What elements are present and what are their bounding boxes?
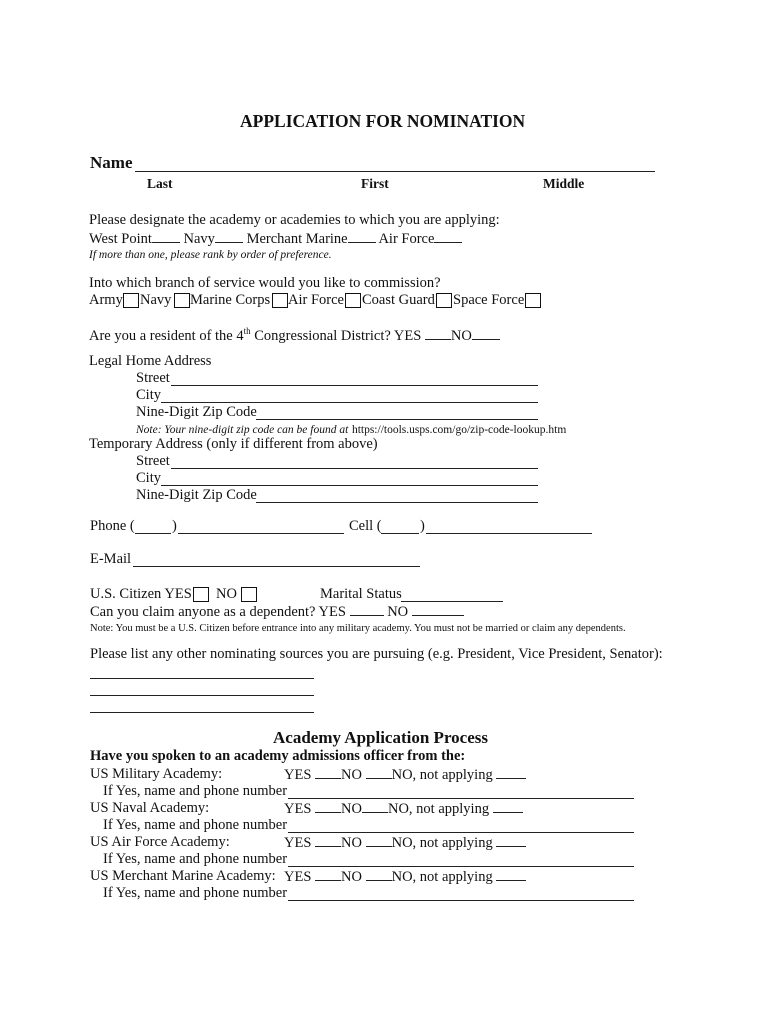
legal-zip-label: Nine-Digit Zip Code — [136, 404, 257, 420]
phone-label: Phone ( — [90, 518, 135, 534]
resident-yes-field[interactable] — [425, 327, 451, 340]
legal-zip-field[interactable] — [256, 419, 538, 420]
zip-note-text: Note: Your nine-digit zip code can be found at — [136, 424, 349, 436]
dependent-no-label: NO — [387, 604, 409, 620]
name-field[interactable] — [135, 171, 655, 172]
resident-question-text-rest: Congressional District? YES — [250, 327, 422, 344]
branch-navy-label: Navy — [140, 292, 172, 308]
temp-street-field[interactable] — [171, 468, 538, 469]
email-label: E-Mail — [90, 551, 132, 567]
academy-row-naval: US Naval Academy: — [90, 800, 210, 816]
temp-zip-field[interactable] — [256, 502, 538, 503]
branch-army-label: Army — [89, 292, 123, 308]
military-yes-field[interactable] — [315, 766, 341, 779]
military-not-applying-label: NO, not applying — [391, 767, 493, 783]
naval-not-applying-label: NO, not applying — [387, 801, 490, 817]
academy-options-row — [89, 230, 462, 248]
naval-contact-field[interactable] — [288, 832, 634, 833]
resident-question — [89, 323, 500, 345]
military-not-applying-field[interactable] — [496, 766, 526, 779]
branch-coast-guard-label: Coast Guard — [362, 292, 435, 308]
rank-navy-field[interactable] — [215, 230, 243, 243]
branch-air-force-checkbox[interactable] — [345, 293, 361, 308]
air-force-no-field[interactable] — [366, 834, 392, 847]
temp-city-label: City — [136, 470, 161, 486]
dependent-question-text: Can you claim anyone as a dependent? YES — [90, 604, 346, 620]
military-yes-label: YES — [284, 767, 312, 783]
temp-street-label: Street — [136, 453, 170, 469]
legal-city-field[interactable] — [161, 402, 538, 403]
branch-air-force-label: Air Force — [288, 292, 344, 308]
naval-not-applying-field[interactable] — [493, 800, 523, 813]
resident-ordinal-suffix: th — [243, 326, 251, 336]
resident-no-field[interactable] — [472, 327, 500, 340]
rank-west-point-field[interactable] — [152, 230, 180, 243]
academy-option-merchant-marine: Merchant Marine — [246, 231, 348, 247]
branch-prompt: Into which branch of service would you like to commission? — [89, 275, 441, 291]
marital-status-field[interactable] — [401, 601, 503, 602]
legal-street-label: Street — [136, 370, 170, 386]
process-question: Have you spoken to an academy admissions officer from the: — [90, 748, 466, 764]
cell-label: Cell ( — [349, 518, 382, 534]
citizen-note: Note: You must be a U.S. Citizen before entrance into any military academy. You must not be married or claim any dependents. — [90, 623, 626, 634]
rank-merchant-marine-field[interactable] — [348, 230, 376, 243]
naval-no-field[interactable] — [362, 800, 388, 813]
citizen-no-label: NO — [216, 586, 237, 602]
name-first-label: First — [361, 176, 389, 191]
military-followup-label: If Yes, name and phone number — [103, 783, 288, 799]
rank-air-force-field[interactable] — [434, 230, 462, 243]
cell-number-field[interactable] — [426, 533, 592, 534]
academy-prompt: Please designate the academy or academies to which you are applying: — [89, 212, 500, 228]
name-label: Name — [90, 153, 133, 172]
merchant-marine-not-applying-field[interactable] — [496, 868, 526, 881]
resident-question-text: Are you a resident of the 4 — [89, 327, 244, 344]
citizen-yes-checkbox[interactable] — [193, 587, 209, 602]
naval-yes-field[interactable] — [315, 800, 341, 813]
merchant-marine-yes-field[interactable] — [315, 868, 341, 881]
cell-paren-close: ) — [420, 518, 425, 534]
legal-city-label: City — [136, 387, 161, 403]
military-response-row — [284, 766, 526, 784]
merchant-marine-no-label: NO — [341, 869, 362, 885]
temp-address-heading: Temporary Address (only if different from above) — [89, 436, 378, 452]
merchant-marine-response-row — [284, 868, 526, 886]
merchant-marine-followup-label: If Yes, name and phone number — [103, 885, 288, 901]
legal-street-field[interactable] — [171, 385, 538, 386]
air-force-yes-field[interactable] — [315, 834, 341, 847]
page-title: APPLICATION FOR NOMINATION — [240, 111, 526, 131]
phone-number-field[interactable] — [178, 533, 344, 534]
temp-zip-label: Nine-Digit Zip Code — [136, 487, 257, 503]
military-no-label: NO — [341, 767, 362, 783]
other-source-line-2[interactable] — [90, 695, 314, 696]
air-force-not-applying-field[interactable] — [496, 834, 526, 847]
academy-option-west-point: West Point — [89, 231, 152, 247]
dependent-yes-field[interactable] — [350, 603, 384, 616]
branch-marine-corps-checkbox[interactable] — [272, 293, 288, 308]
naval-response-row — [284, 800, 523, 818]
naval-no-label: NO — [341, 801, 362, 817]
air-force-no-label: NO — [341, 835, 362, 851]
naval-yes-label: YES — [284, 801, 312, 817]
academy-row-air-force: US Air Force Academy: — [90, 834, 230, 850]
marital-status-label: Marital Status — [320, 586, 402, 602]
air-force-followup-label: If Yes, name and phone number — [103, 851, 288, 867]
branch-space-force-label: Space Force — [453, 292, 525, 308]
dependent-no-field[interactable] — [412, 603, 464, 616]
resident-no-label: NO — [450, 327, 472, 344]
branch-navy-checkbox[interactable] — [174, 293, 190, 308]
other-source-line-1[interactable] — [90, 678, 314, 679]
name-last-label: Last — [147, 176, 173, 191]
zip-lookup-link[interactable]: https://tools.usps.com/go/zip-code-lookup.htm — [351, 424, 567, 436]
academy-option-navy: Navy — [183, 231, 215, 247]
air-force-not-applying-label: NO, not applying — [391, 835, 493, 851]
temp-city-field[interactable] — [161, 485, 538, 486]
other-source-line-3[interactable] — [90, 712, 314, 713]
academy-option-air-force: Air Force — [378, 231, 435, 247]
academy-row-military: US Military Academy: — [90, 766, 223, 782]
phone-area-code-field[interactable] — [135, 533, 171, 534]
cell-area-code-field[interactable] — [381, 533, 419, 534]
military-contact-field[interactable] — [288, 798, 634, 799]
email-field[interactable] — [133, 566, 420, 567]
air-force-yes-label: YES — [284, 835, 312, 851]
military-no-field[interactable] — [366, 766, 392, 779]
air-force-contact-field[interactable] — [288, 866, 634, 867]
branch-space-force-checkbox[interactable] — [525, 293, 541, 308]
merchant-marine-yes-label: YES — [284, 869, 312, 885]
phone-paren-close: ) — [172, 518, 177, 534]
air-force-response-row — [284, 834, 526, 852]
naval-followup-label: If Yes, name and phone number — [103, 817, 288, 833]
legal-address-heading: Legal Home Address — [89, 353, 212, 369]
citizen-yes-label: U.S. Citizen YES — [90, 586, 192, 602]
citizen-no-checkbox[interactable] — [241, 587, 257, 602]
merchant-marine-contact-field[interactable] — [288, 900, 634, 901]
academy-row-merchant-marine: US Merchant Marine Academy: — [90, 868, 276, 884]
other-sources-prompt: Please list any other nominating sources you are pursuing (e.g. President, Vice President, Senator): — [90, 646, 663, 662]
merchant-marine-no-field[interactable] — [366, 868, 392, 881]
branch-army-checkbox[interactable] — [123, 293, 139, 308]
process-heading: Academy Application Process — [273, 728, 489, 747]
name-middle-label: Middle — [543, 176, 585, 191]
academy-rank-note: If more than one, please rank by order of preference. — [89, 249, 332, 261]
branch-marine-corps-label: Marine Corps — [190, 292, 271, 308]
branch-coast-guard-checkbox[interactable] — [436, 293, 452, 308]
dependent-question — [90, 603, 464, 621]
merchant-marine-not-applying-label: NO, not applying — [391, 869, 493, 885]
